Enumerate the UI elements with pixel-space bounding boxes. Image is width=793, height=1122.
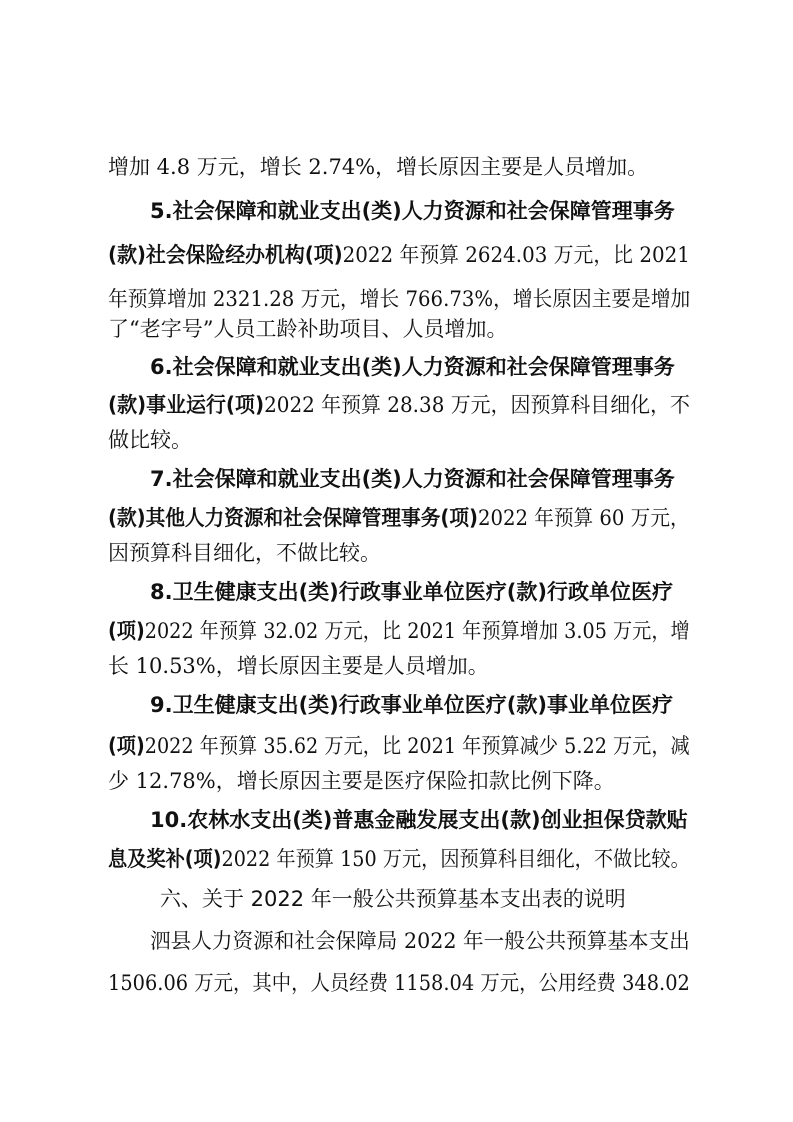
line-text-bold: 息及奖补(项)	[108, 847, 222, 871]
line-text-bold: 8.卫生健康支出(类)行政事业单位医疗(款)行政单位医疗	[150, 580, 673, 604]
paragraph-line	[108, 316, 507, 342]
line-text-bold: 10.农林水支出(类)普惠金融发展支出(款)创业担保贷款贴	[150, 808, 688, 832]
line-text-bold: (项)	[108, 734, 145, 758]
line-text: 长 10.53%，增长原因主要是人员增加。	[108, 654, 489, 678]
paragraph-line	[108, 970, 690, 996]
line-text-bold: (款)其他人力资源和社会保障管理事务(项)	[108, 506, 478, 530]
line-text: 2022 年预算 2624.03 万元，比 2021	[342, 243, 690, 267]
paragraph-line	[108, 242, 690, 268]
item-8-title-line	[150, 579, 673, 605]
item-10-title-line	[150, 807, 688, 833]
line-text: 了“老字号”人员工龄补助项目、人员增加。	[108, 317, 508, 341]
paragraph-line	[108, 505, 690, 531]
section-heading	[160, 886, 626, 912]
paragraph-line	[108, 392, 690, 418]
paragraph-line	[108, 540, 381, 566]
paragraph-line	[108, 768, 615, 794]
paragraph-line	[108, 653, 489, 679]
paragraph-line	[108, 286, 690, 312]
line-text-bold: 7.社会保障和就业支出(类)人力资源和社会保障管理事务	[150, 467, 675, 491]
line-text-bold: (款)事业运行(项)	[108, 393, 265, 417]
paragraph-line	[108, 733, 690, 759]
line-text-bold: (款)社会保险经办机构(项)	[108, 243, 343, 267]
item-5-title-line	[150, 198, 675, 224]
line-text: 年预算增加 2321.28 万元，增长 766.73%，增长原因主要是增加	[108, 287, 691, 311]
item-7-title-line	[150, 466, 675, 492]
section-heading-text: 六、关于 2022 年一般公共预算基本支出表的说明	[160, 887, 626, 911]
line-text: 做比较。	[108, 428, 192, 452]
line-text: 增加 4.8 万元，增长 2.74%，增长原因主要是人员增加。	[108, 155, 649, 179]
item-6-title-line	[150, 354, 675, 380]
line-text: 2022 年预算 28.38 万元，因预算科目细化，不	[264, 393, 690, 417]
line-text: 2022 年预算 60 万元，	[477, 506, 690, 530]
line-text-bold: 6.社会保障和就业支出(类)人力资源和社会保障管理事务	[150, 355, 675, 379]
paragraph-line	[108, 154, 648, 180]
paragraph-line	[108, 846, 690, 872]
line-text-bold: 5.社会保障和就业支出(类)人力资源和社会保障管理事务	[150, 199, 675, 223]
line-text: 2022 年预算 150 万元，因预算科目细化，不做比较。	[221, 847, 690, 871]
line-text: 少 12.78%，增长原因主要是医疗保险扣款比例下降。	[108, 769, 615, 793]
paragraph-line	[108, 427, 192, 453]
line-text: 因预算科目细化，不做比较。	[108, 541, 381, 565]
item-9-title-line	[150, 692, 673, 718]
paragraph-line	[108, 618, 690, 644]
line-text: 2022 年预算 35.62 万元，比 2021 年预算减少 5.22 万元，减	[144, 734, 690, 758]
line-text-bold: 9.卫生健康支出(类)行政事业单位医疗(款)事业单位医疗	[150, 693, 673, 717]
paragraph-line	[150, 928, 690, 954]
line-text: 2022 年预算 32.02 万元，比 2021 年预算增加 3.05 万元，增	[144, 619, 690, 643]
line-text-bold: (项)	[108, 619, 145, 643]
line-text: 泗县人力资源和社会保障局 2022 年一般公共预算基本支出	[150, 929, 690, 953]
line-text: 1506.06 万元，其中，人员经费 1158.04 万元，公用经费 348.02	[108, 971, 690, 995]
